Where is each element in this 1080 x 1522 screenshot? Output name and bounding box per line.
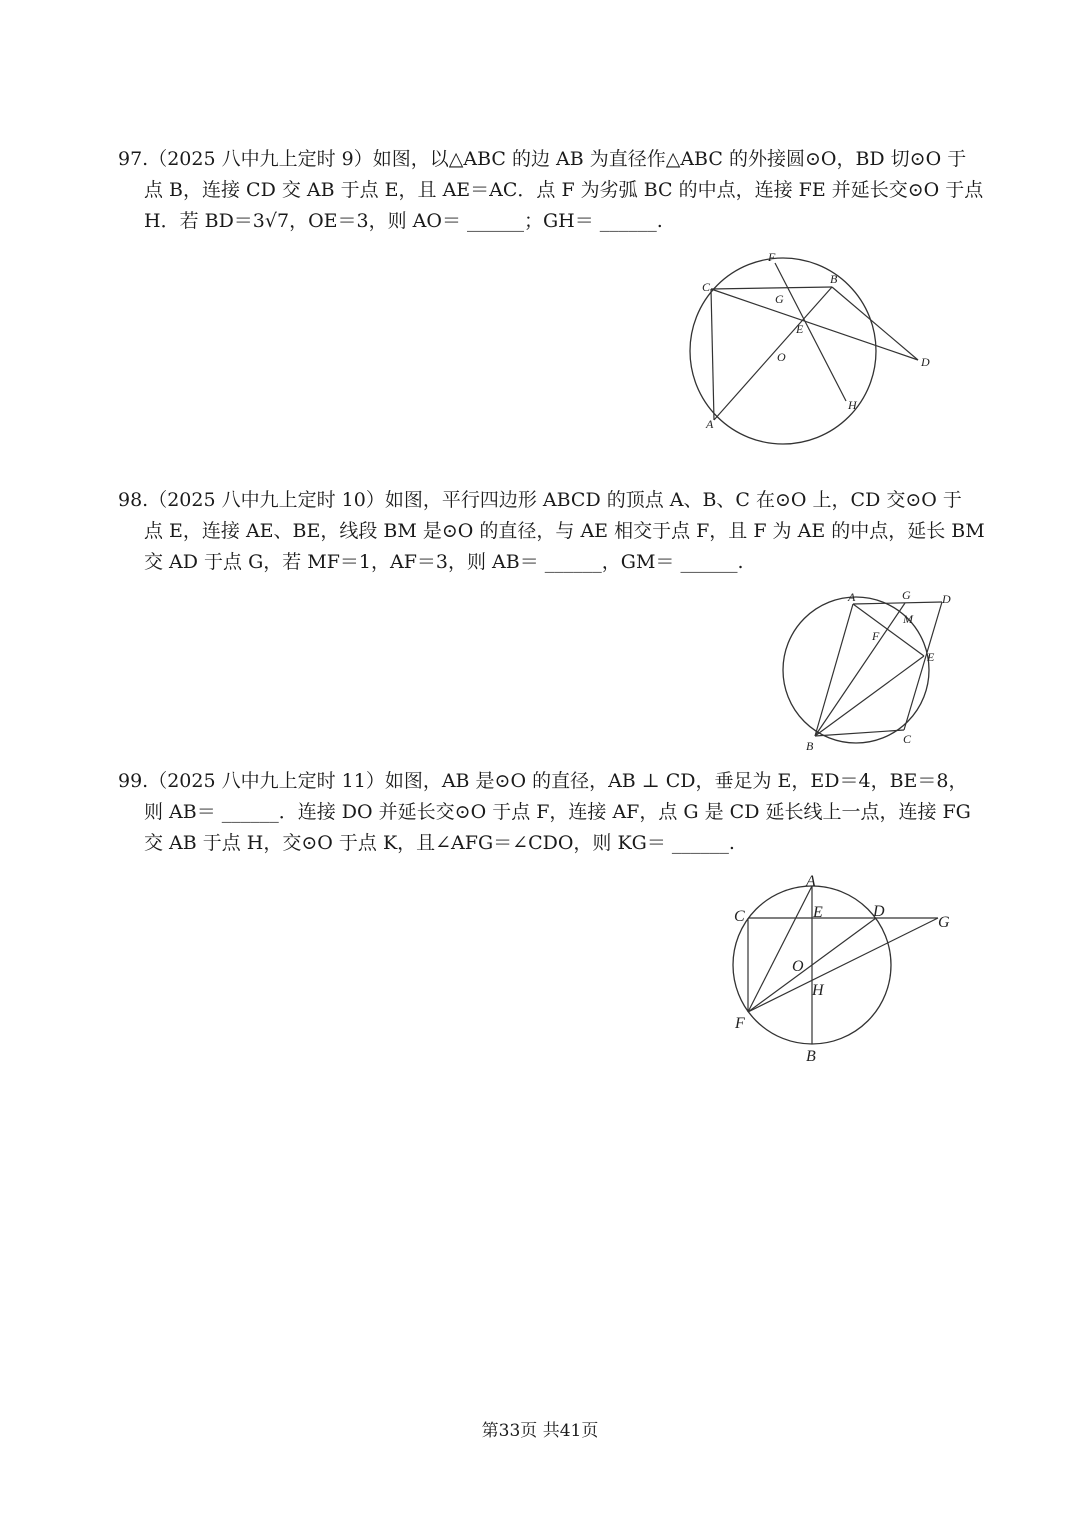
- segment-ab: [714, 287, 832, 420]
- problem-99-line-2: 则 AB＝ ______．连接 DO 并延长交⊙O 于点 F，连接 AF，点 G 是 CD 延长线上一点，连接 FG: [144, 801, 971, 823]
- label-f-99: F: [735, 1015, 745, 1032]
- label-c-98: C: [903, 732, 912, 746]
- label-d-99: D: [873, 903, 885, 920]
- segment-fg: [748, 918, 938, 1012]
- segment-cb: [711, 287, 832, 289]
- label-a-98: A: [848, 590, 856, 604]
- label-g-97: G: [775, 292, 784, 306]
- segment-bd: [832, 287, 918, 360]
- label-a-97: A: [706, 417, 714, 431]
- label-d-98: D: [942, 592, 951, 606]
- label-e-98: E: [927, 650, 935, 664]
- label-g-98: G: [902, 588, 911, 602]
- problem-99: [118, 766, 971, 859]
- segment-be: [815, 656, 924, 736]
- problem-99-line-3: 交 AB 于点 H，交⊙O 于点 K，且∠AFG＝∠CDO，则 KG＝ ______.: [144, 832, 735, 854]
- figure-97: [680, 245, 950, 445]
- label-g-99: G: [938, 914, 950, 931]
- label-o-97: O: [777, 350, 786, 364]
- problem-99-line-1: 99.（2025 八中九上定时 11）如图，AB 是⊙O 的直径，AB ⊥ CD，垂足为 E，ED＝4，BE＝8，: [118, 770, 968, 792]
- segment-bg: [815, 603, 905, 736]
- segment-ae: [853, 604, 924, 656]
- problem-97-line-3: H．若 BD＝3√7，OE＝3，则 AO＝ ______；GH＝ ______.: [144, 210, 663, 232]
- segment-ca: [711, 289, 714, 420]
- label-a-99: A: [806, 873, 816, 890]
- label-m-98: M: [903, 612, 913, 626]
- figure-99: [720, 868, 965, 1068]
- segment-fa: [748, 886, 812, 1012]
- segment-ab-98: [815, 604, 853, 736]
- problem-98: [118, 485, 985, 578]
- label-b-99: B: [806, 1048, 816, 1065]
- label-e-99: E: [813, 904, 823, 921]
- problem-98-line-3: 交 AD 于点 G，若 MF＝1，AF＝3，则 AB＝ ______，GM＝ ______.: [144, 551, 744, 573]
- problem-98-line-1: 98.（2025 八中九上定时 10）如图，平行四边形 ABCD 的顶点 A、B、C 在⊙O 上，CD 交⊙O 于: [118, 489, 962, 511]
- label-b-98: B: [806, 739, 814, 753]
- problem-97: [118, 144, 984, 237]
- label-e-97: E: [796, 322, 804, 336]
- problem-98-line-2: 点 E，连接 AE、BE，线段 BM 是⊙O 的直径，与 AE 相交于点 F，且 F 为 AE 的中点，延长 BM: [144, 520, 985, 542]
- label-f-97: F: [768, 250, 776, 264]
- label-c-97: C: [702, 280, 711, 294]
- label-h-97: H: [848, 398, 857, 412]
- label-c-99: C: [734, 908, 745, 925]
- label-o-99: O: [792, 958, 804, 975]
- label-d-97: D: [921, 355, 930, 369]
- label-f-98: F: [872, 629, 880, 643]
- problem-97-line-1: 97.（2025 八中九上定时 9）如图，以△ABC 的边 AB 为直径作△ABC 的外接圆⊙O，BD 切⊙O 于: [118, 148, 967, 170]
- segment-ad: [853, 602, 942, 604]
- problem-97-line-2: 点 B，连接 CD 交 AB 于点 E，且 AE＝AC．点 F 为劣弧 BC 的中点，连接 FE 并延长交⊙O 于点: [144, 179, 984, 201]
- page-footer: 第33页 共41页: [481, 1421, 599, 1441]
- segment-bc: [815, 730, 904, 736]
- label-b-97: B: [830, 272, 838, 286]
- figure-98: [770, 585, 970, 755]
- label-h-99: H: [812, 982, 824, 999]
- segment-cd: [711, 289, 918, 360]
